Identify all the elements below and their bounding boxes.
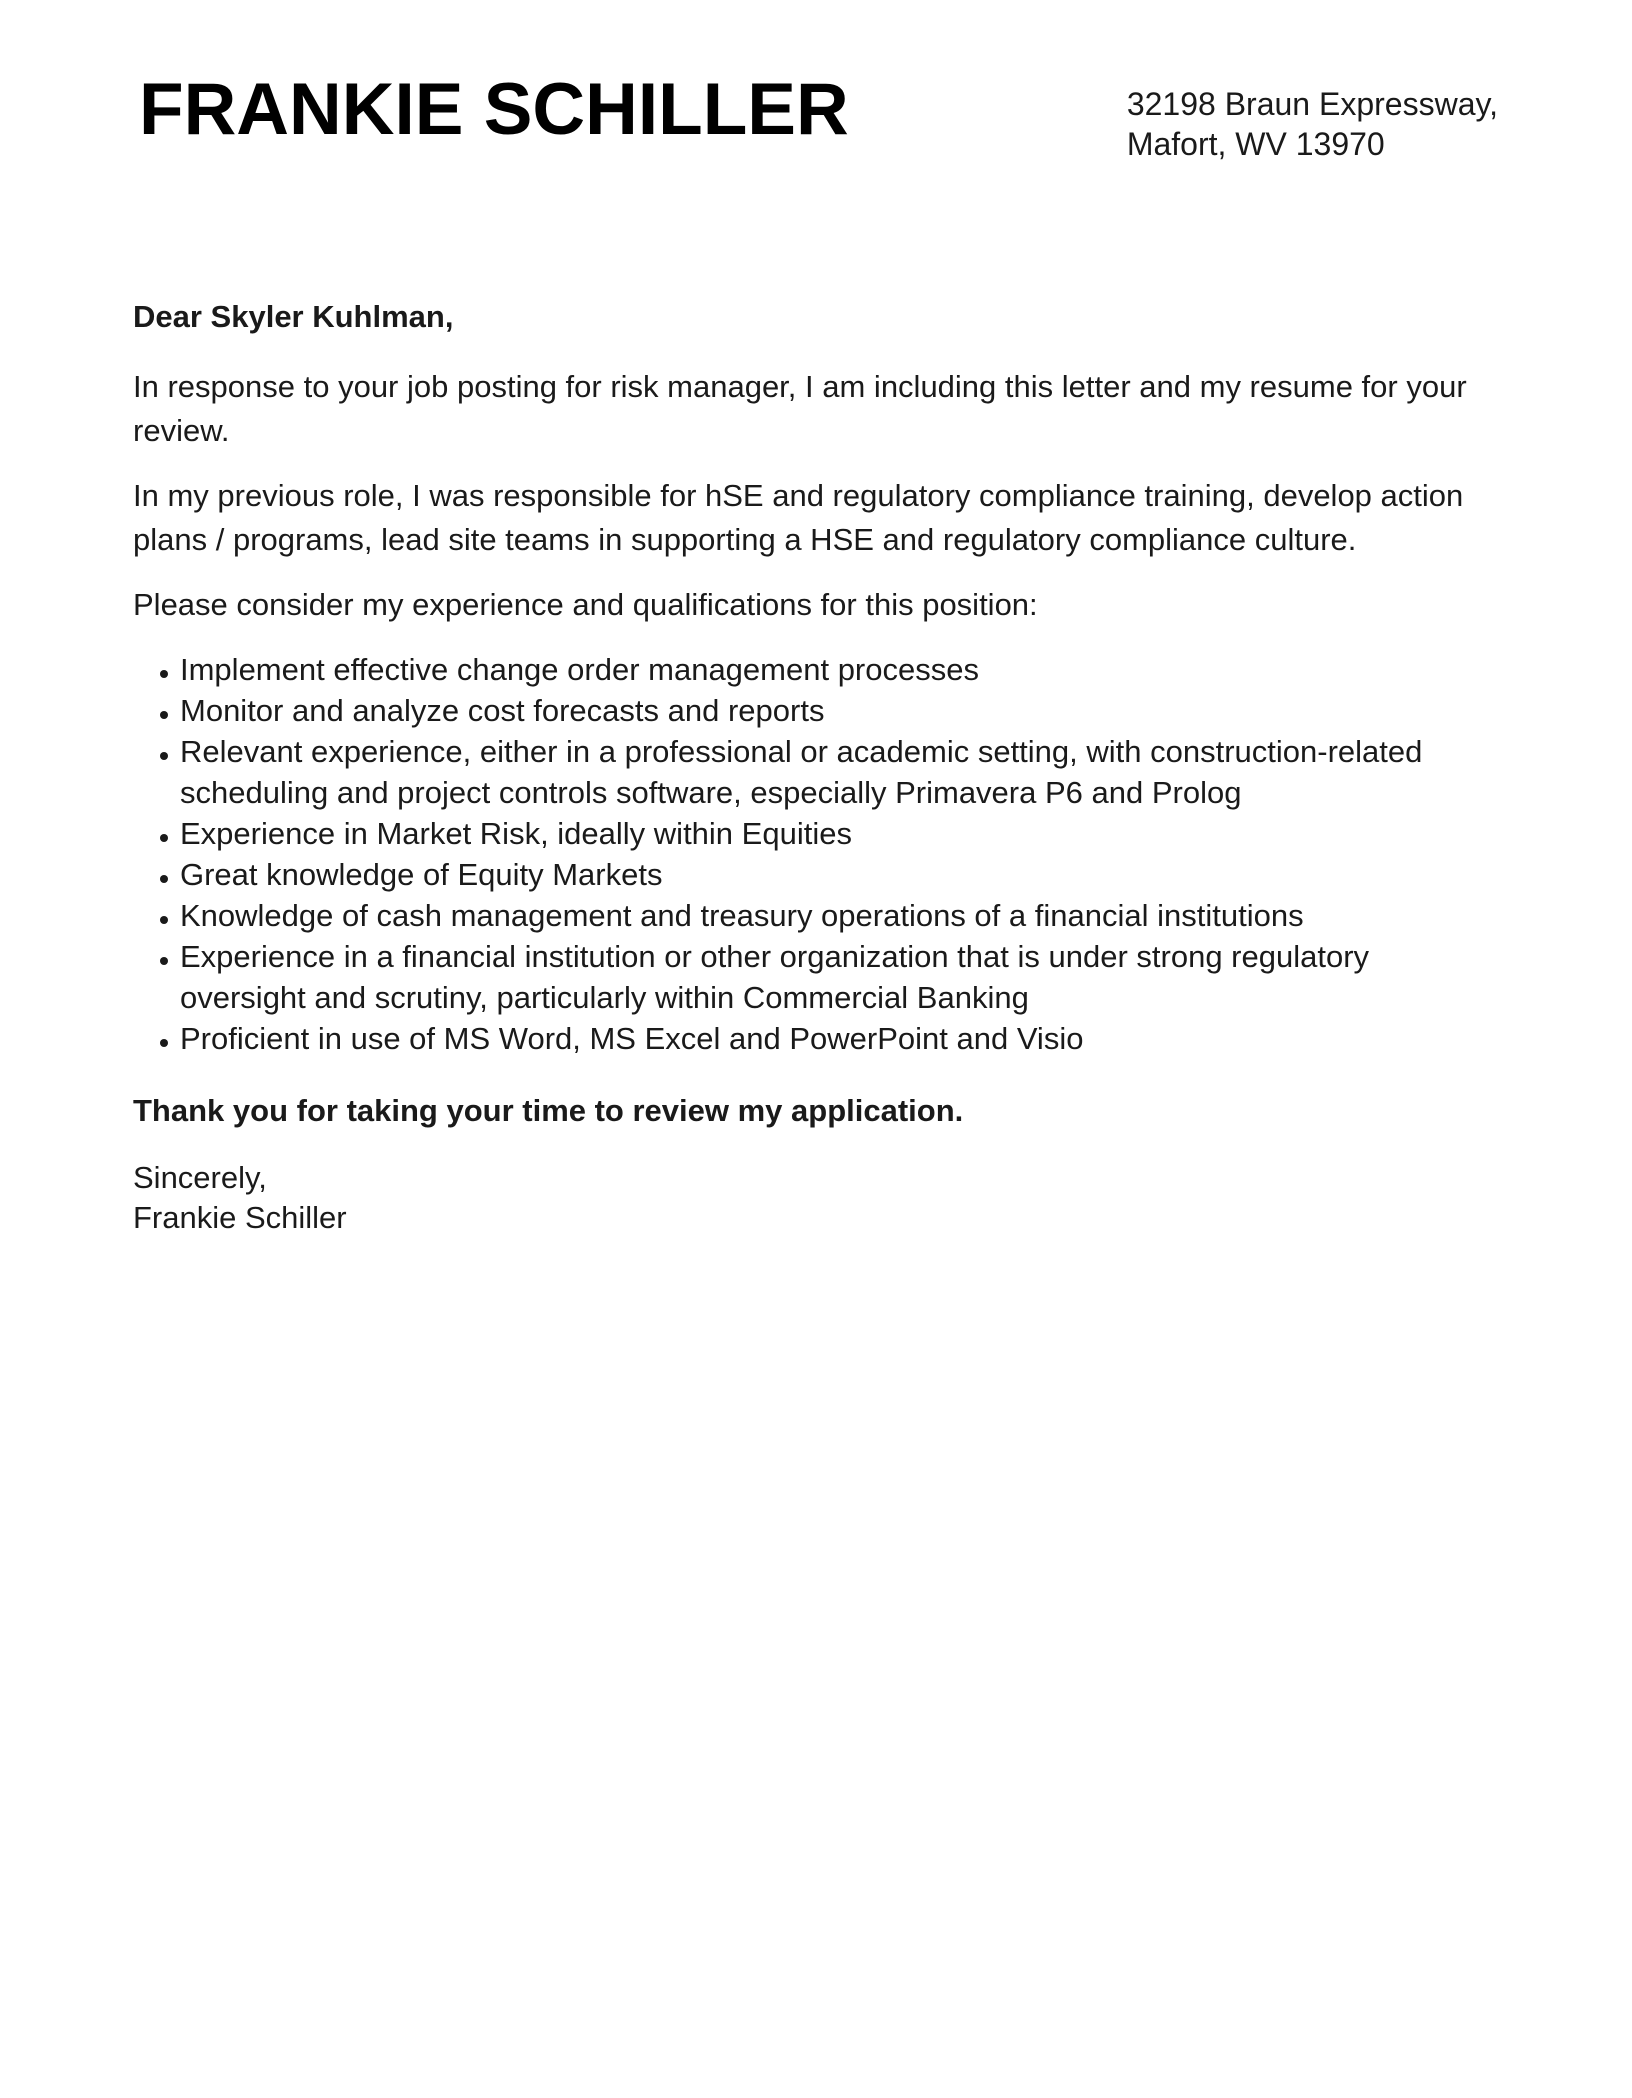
qualification-item: Experience in Market Risk, ideally within Equities [180, 813, 1498, 854]
applicant-address [1127, 84, 1498, 164]
qualifications-lead-in: Please consider my experience and qualifications for this position: [133, 587, 1038, 622]
qualifications-list [133, 649, 1498, 1059]
qualification-item: Implement effective change order management processes [180, 649, 1498, 690]
qualification-item: Knowledge of cash management and treasury operations of a financial institutions [180, 895, 1498, 936]
qualification-item: Proficient in use of MS Word, MS Excel and PowerPoint and Visio [180, 1018, 1498, 1059]
qualification-item: Monitor and analyze cost forecasts and reports [180, 690, 1498, 731]
letter-header [133, 69, 1498, 164]
previous-role-paragraph: In my previous role, I was responsible for hSE and regulatory compliance training, develop action plans / programs, lead site teams in supporting a HSE and regulatory compliance culture. [133, 478, 1464, 557]
letter-body [133, 295, 1498, 1238]
applicant-name: FRANKIE SCHILLER [139, 69, 849, 150]
thank-you-line: Thank you for taking your time to review my application. [133, 1093, 964, 1128]
qualification-item: Relevant experience, either in a professional or academic setting, with construction-related scheduling and project controls software, especially Primavera P6 and Prolog [180, 731, 1498, 813]
closing-salutation: Sincerely, [133, 1160, 267, 1195]
salutation: Dear Skyler Kuhlman, [133, 299, 454, 334]
qualification-item: Great knowledge of Equity Markets [180, 854, 1498, 895]
closing-block [133, 1158, 1498, 1238]
signature-name: Frankie Schiller [133, 1200, 347, 1235]
address-line-2: Mafort, WV 13970 [1126, 126, 1385, 162]
address-line-1: 32198 Braun Expressway, [1126, 86, 1498, 122]
qualification-item: Experience in a financial institution or other organization that is under strong regulatory oversight and scrutiny, particularly within Commercial Banking [180, 936, 1498, 1018]
intro-paragraph: In response to your job posting for risk manager, I am including this letter and my resume for your review. [133, 369, 1467, 448]
